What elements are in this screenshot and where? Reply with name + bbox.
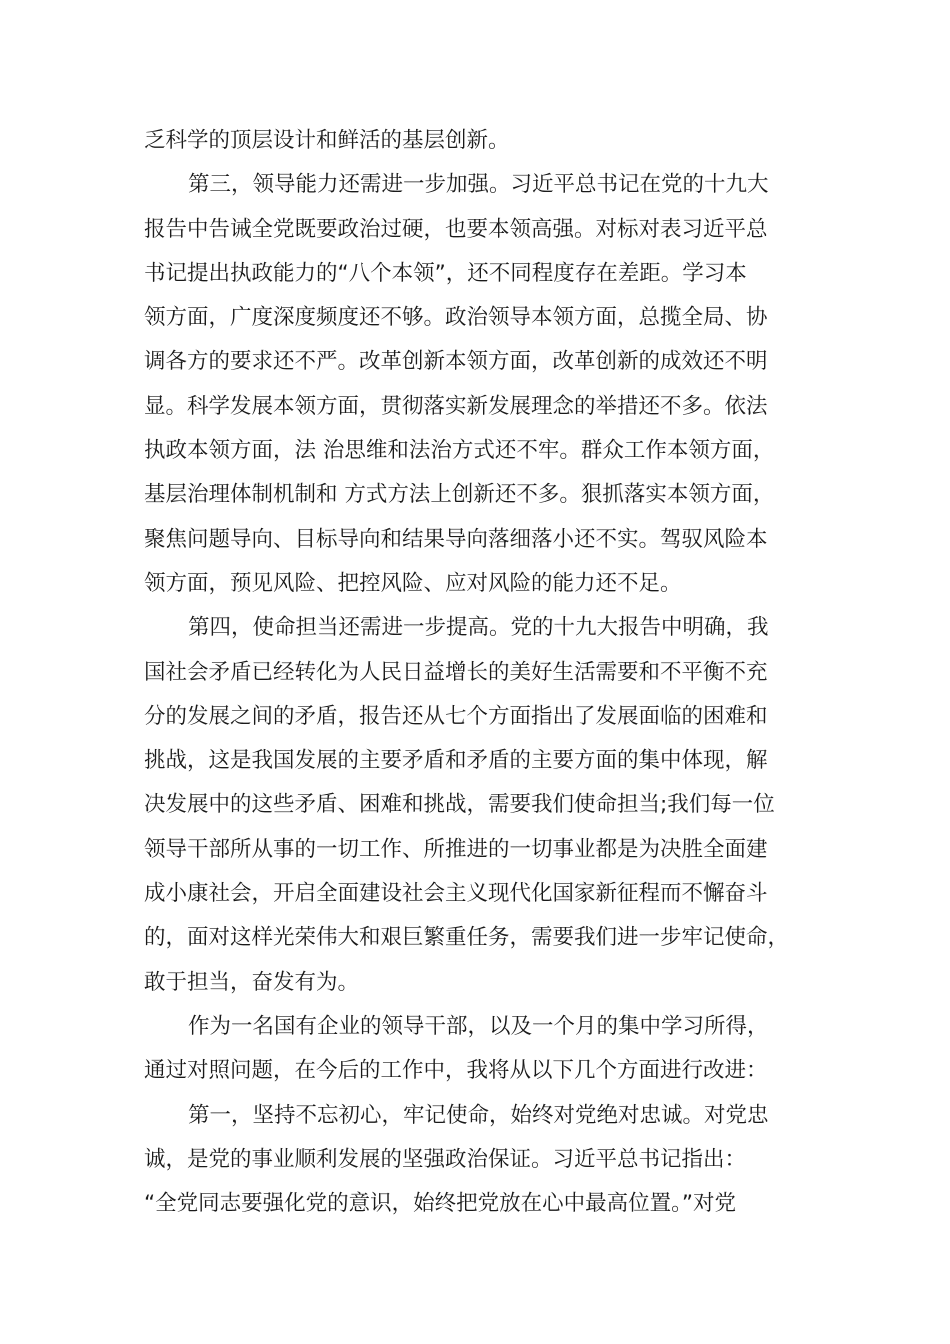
text-line: 成小康社会，开启全面建设社会主义现代化国家新征程而不懈奋斗	[144, 881, 768, 907]
text-line: 领导干部所从事的一切工作、所推进的一切事业都是为决胜全面建	[144, 836, 768, 862]
text-line: 国社会矛盾已经转化为人民日益增长的美好生活需要和不平衡不充	[144, 659, 768, 685]
text-line: 乏科学的顶层设计和鲜活的基层创新。	[144, 128, 510, 153]
text-line: 通过对照问题，在今后的工作中，我将从以下几个方面进行改进：	[144, 1058, 768, 1084]
text-line: 诚，是党的事业顺利发展的坚强政治保证。习近平总书记指出：	[144, 1146, 747, 1172]
text-line: 决发展中的这些矛盾、困难和挑战，需要我们使命担当;我们每一位	[144, 792, 775, 818]
text-line: 执政本领方面，法 治思维和法治方式还不牢。群众工作本领方面，	[144, 438, 775, 464]
paragraph-start-line: 第三，领导能力还需进一步加强。习近平总书记在党的十九大	[188, 172, 769, 198]
text-line: 挑战，这是我国发展的主要矛盾和矛盾的主要方面的集中体现，解	[144, 748, 768, 774]
body-text	[144, 119, 824, 1226]
text-line: 书记提出执政能力的“八个本领”，还不同程度存在差距。学习本	[144, 260, 747, 286]
paragraph-start-line: 第四，使命担当还需进一步提高。党的十九大报告中明确，我	[188, 615, 769, 641]
text-line: 分的发展之间的矛盾，报告还从七个方面指出了发展面临的困难和	[144, 703, 768, 729]
text-line: 显。科学发展本领方面，贯彻落实新发展理念的举措还不多。依法	[144, 393, 768, 419]
paragraph-start-line: 作为一名国有企业的领导干部，以及一个月的集中学习所得，	[188, 1013, 769, 1039]
text-line: 聚焦问题导向、目标导向和结果导向落细落小还不实。驾驭风险本	[144, 526, 768, 552]
text-line: 的，面对这样光荣伟大和艰巨繁重任务，需要我们进一步牢记使命，	[144, 925, 790, 951]
text-line: 领方面，广度深度频度还不够。政治领导本领方面，总揽全局、协	[144, 305, 768, 331]
text-line: 领方面，预见风险、把控风险、应对风险的能力还不足。	[144, 570, 682, 596]
text-line: 调各方的要求还不严。改革创新本领方面，改革创新的成效还不明	[144, 349, 768, 375]
text-line: “全党同志要强化党的意识，始终把党放在心中最高位置。”对党	[144, 1191, 737, 1217]
text-line: 敢于担当，奋发有为。	[144, 969, 360, 995]
text-line: 报告中告诫全党既要政治过硬，也要本领高强。对标对表习近平总	[144, 216, 768, 242]
paragraph-start-line: 第一，坚持不忘初心，牢记使命，始终对党绝对忠诚。对党忠	[188, 1102, 769, 1128]
text-line: 基层治理体制机制和 方式方法上创新还不多。狠抓落实本领方面，	[144, 482, 775, 508]
